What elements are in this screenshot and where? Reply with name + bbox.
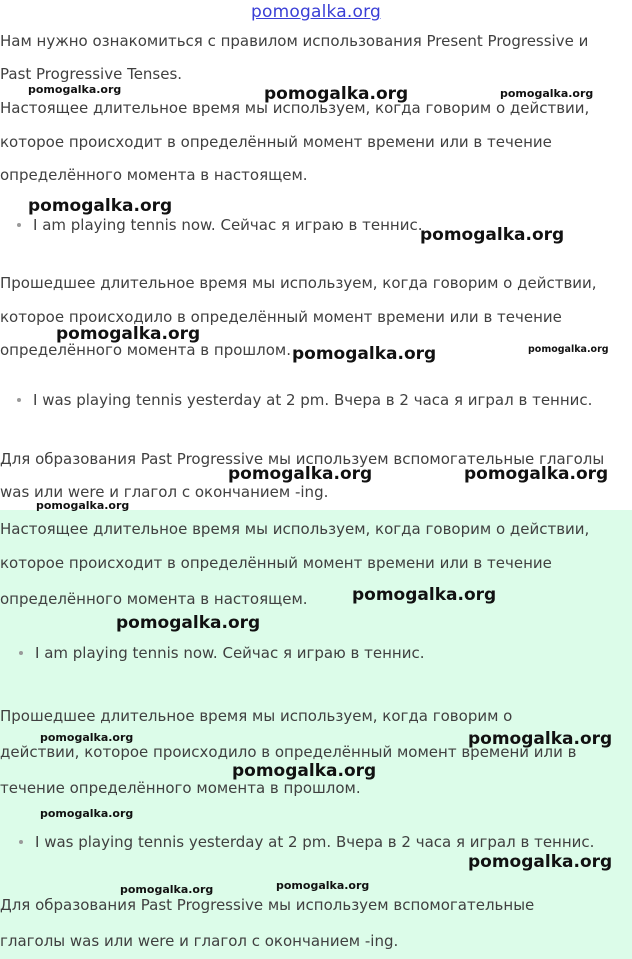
- green-past-def-line-2: действии, которое происходило в определённый момент времени или в: [0, 743, 577, 761]
- watermark: pomogalka.org: [464, 464, 609, 484]
- watermark: pomogalka.org: [292, 344, 437, 364]
- bullet-icon: [17, 223, 21, 227]
- watermark: pomogalka.org: [28, 196, 173, 216]
- present-def-line-2: которое происходит в определённый момент времени или в течение: [0, 133, 552, 151]
- green-formation-line-2: глаголы was или were и глагол с окончанием -ing.: [0, 932, 399, 950]
- formation-line-2: was или were и глагол с окончанием -ing.: [0, 483, 329, 501]
- past-def-line-1: Прошедшее длительное время мы используем, когда говорим о действии,: [0, 274, 597, 292]
- intro-line-1: Нам нужно ознакомиться с правилом использования Present Progressive и: [0, 32, 589, 50]
- watermark: pomogalka.org: [36, 499, 130, 512]
- watermark: pomogalka.org: [40, 807, 134, 820]
- watermark: pomogalka.org: [500, 87, 594, 100]
- green-present-def-line-3: определённого момента в настоящем.: [0, 590, 308, 608]
- watermark: pomogalka.org: [56, 324, 201, 344]
- green-present-example-item: [19, 637, 424, 670]
- past-example-text: I was playing tennis yesterday at 2 pm. Вчера в 2 часа я играл в теннис.: [33, 391, 593, 409]
- watermark: pomogalka.org: [468, 852, 613, 872]
- site-header-link[interactable]: pomogalka.org: [251, 2, 381, 22]
- watermark: pomogalka.org: [264, 84, 409, 104]
- watermark: pomogalka.org: [228, 464, 373, 484]
- watermark: pomogalka.org: [28, 83, 122, 96]
- green-present-def-line-2: которое происходит в определённый момент времени или в течение: [0, 554, 552, 572]
- watermark: pomogalka.org: [468, 729, 613, 749]
- past-def-line-3: определённого момента в прошлом.: [0, 341, 291, 359]
- bullet-icon: [19, 651, 23, 655]
- watermark: pomogalka.org: [352, 585, 497, 605]
- present-example-text: I am playing tennis now. Сейчас я играю в теннис.: [33, 216, 423, 234]
- watermark: pomogalka.org: [528, 344, 609, 355]
- watermark: pomogalka.org: [40, 731, 134, 744]
- watermark: pomogalka.org: [276, 879, 370, 892]
- watermark: pomogalka.org: [232, 761, 377, 781]
- green-formation-line-1: Для образования Past Progressive мы используем вспомогательные: [0, 896, 535, 914]
- watermark: pomogalka.org: [116, 613, 261, 633]
- present-def-line-3: определённого момента в настоящем.: [0, 166, 308, 184]
- green-past-def-line-3: течение определённого момента в прошлом.: [0, 779, 361, 797]
- green-present-def-line-1: Настоящее длительное время мы используем, когда говорим о действии,: [0, 520, 590, 538]
- green-present-example-text: I am playing tennis now. Сейчас я играю в теннис.: [35, 644, 425, 662]
- watermark: pomogalka.org: [420, 225, 565, 245]
- present-def-line-1: Настоящее длительное время мы используем, когда говорим о действии,: [0, 99, 590, 117]
- green-past-example-text: I was playing tennis yesterday at 2 pm. Вчера в 2 часа я играл в теннис.: [35, 833, 595, 851]
- formation-line-1: Для образования Past Progressive мы используем вспомогательные глаголы: [0, 450, 605, 468]
- watermark: pomogalka.org: [120, 883, 214, 896]
- past-example-item: [17, 384, 592, 417]
- intro-line-2: Past Progressive Tenses.: [0, 65, 183, 83]
- bullet-icon: [17, 398, 21, 402]
- past-def-line-2: которое происходило в определённый момент времени или в течение: [0, 308, 562, 326]
- bullet-icon: [19, 840, 23, 844]
- green-past-def-line-1: Прошедшее длительное время мы используем, когда говорим о: [0, 707, 513, 725]
